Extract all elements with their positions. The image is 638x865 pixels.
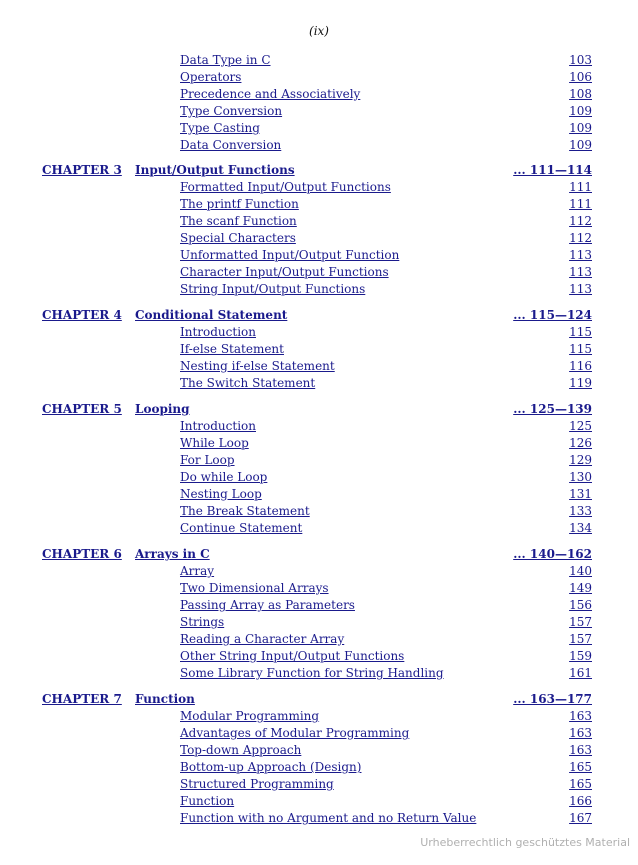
toc-entry-page[interactable]: 112: [569, 231, 592, 245]
toc-entry[interactable]: [0, 52, 638, 69]
chapter-heading[interactable]: [0, 401, 638, 418]
toc-entry-title[interactable]: Data Type in C: [180, 53, 271, 67]
toc-entry-title[interactable]: The scanf Function: [180, 214, 297, 228]
toc-entry-title[interactable]: Other String Input/Output Functions: [180, 649, 405, 663]
toc-entry[interactable]: [0, 69, 638, 86]
chapter-heading[interactable]: [0, 162, 638, 179]
toc-entry[interactable]: [0, 196, 638, 213]
toc-entry-page[interactable]: 106: [569, 70, 592, 84]
toc-entry[interactable]: [0, 247, 638, 264]
chapter-title[interactable]: Function: [135, 692, 195, 706]
toc-entry-page[interactable]: 133: [569, 504, 592, 518]
chapter-page-range[interactable]: ... 163—177: [513, 692, 592, 706]
toc-entry[interactable]: [0, 86, 638, 103]
chapter-label[interactable]: CHAPTER 5: [42, 402, 122, 416]
toc-entry-page[interactable]: 111: [569, 197, 592, 211]
toc-entry[interactable]: [0, 179, 638, 196]
toc-entry-page[interactable]: 161: [569, 666, 592, 680]
toc-entry[interactable]: [0, 213, 638, 230]
chapter-label[interactable]: CHAPTER 4: [42, 308, 122, 322]
toc-entry-page[interactable]: 163: [569, 743, 592, 757]
toc-entry-title[interactable]: Unformatted Input/Output Function: [180, 248, 400, 262]
toc-entry-page[interactable]: 134: [569, 521, 592, 535]
toc-entry-title[interactable]: While Loop: [180, 436, 249, 450]
toc-entry-title[interactable]: Function with no Argument and no Return Value: [180, 811, 477, 825]
toc-entry-title[interactable]: Type Conversion: [180, 104, 283, 118]
toc-entry[interactable]: [0, 793, 638, 810]
toc-entry[interactable]: [0, 725, 638, 742]
toc-entry-page[interactable]: 165: [569, 777, 592, 791]
toc-entry-page[interactable]: 167: [569, 811, 592, 825]
toc-entry-title[interactable]: The Break Statement: [180, 504, 310, 518]
page-number: (ix): [309, 24, 329, 38]
toc-entry-title[interactable]: Two Dimensional Arrays: [180, 581, 329, 595]
toc-entry-title[interactable]: If-else Statement: [180, 342, 284, 356]
toc-entry-page[interactable]: 149: [569, 581, 592, 595]
table-of-contents: [0, 52, 638, 827]
toc-entry[interactable]: [0, 520, 638, 537]
toc-entry-title[interactable]: Modular Programming: [180, 709, 320, 723]
toc-entry-page[interactable]: 159: [569, 649, 592, 663]
toc-entry-page[interactable]: 126: [569, 436, 592, 450]
toc-entry-title[interactable]: Data Conversion: [180, 138, 282, 152]
toc-entry-title[interactable]: The Switch Statement: [180, 376, 316, 390]
chapter-heading[interactable]: [0, 691, 638, 708]
toc-entry-title[interactable]: Introduction: [180, 419, 256, 433]
chapter-label[interactable]: CHAPTER 7: [42, 692, 122, 706]
chapter-heading[interactable]: [0, 546, 638, 563]
toc-entry-page[interactable]: 113: [569, 265, 592, 279]
toc-entry-title[interactable]: Character Input/Output Functions: [180, 265, 389, 279]
chapter-title[interactable]: Looping: [135, 402, 190, 416]
chapter-title[interactable]: Conditional Statement: [135, 308, 288, 322]
toc-entry-page[interactable]: 131: [569, 487, 592, 501]
toc-entry[interactable]: [0, 264, 638, 281]
toc-entry[interactable]: [0, 648, 638, 665]
toc-entry-page[interactable]: 166: [569, 794, 592, 808]
toc-entry-title[interactable]: For Loop: [180, 453, 235, 467]
toc-entry[interactable]: [0, 358, 638, 375]
toc-entry[interactable]: [0, 759, 638, 776]
toc-entry[interactable]: [0, 418, 638, 435]
toc-entry[interactable]: [0, 137, 638, 154]
toc-entry-title[interactable]: Nesting if-else Statement: [180, 359, 335, 373]
chapter-page-range[interactable]: ... 111—114: [513, 163, 592, 177]
toc-entry[interactable]: [0, 503, 638, 520]
chapter-heading[interactable]: [0, 307, 638, 324]
toc-entry[interactable]: [0, 469, 638, 486]
toc-entry-title[interactable]: Bottom-up Approach (Design): [180, 760, 362, 774]
toc-entry-page[interactable]: 165: [569, 760, 592, 774]
toc-entry-title[interactable]: Top-down Approach: [180, 743, 302, 757]
toc-entry-page[interactable]: 157: [569, 632, 592, 646]
toc-entry-title[interactable]: Reading a Character Array: [180, 632, 345, 646]
toc-entry-title[interactable]: The printf Function: [180, 197, 299, 211]
chapter-label[interactable]: CHAPTER 6: [42, 547, 122, 561]
toc-entry[interactable]: [0, 665, 638, 682]
toc-entry-title[interactable]: String Input/Output Functions: [180, 282, 366, 296]
toc-entry-title[interactable]: Type Casting: [180, 121, 260, 135]
chapter-title[interactable]: Input/Output Functions: [135, 163, 295, 177]
chapter-page-range[interactable]: ... 115—124: [513, 308, 592, 322]
toc-entry-page[interactable]: 140: [569, 564, 592, 578]
toc-entry-title[interactable]: Structured Programming: [180, 777, 334, 791]
toc-entry[interactable]: [0, 614, 638, 631]
toc-entry-page[interactable]: 113: [569, 282, 592, 296]
toc-entry-page[interactable]: 113: [569, 248, 592, 262]
toc-entry-title[interactable]: Advantages of Modular Programming: [180, 726, 410, 740]
toc-entry-title[interactable]: Strings: [180, 615, 225, 629]
toc-entry-page[interactable]: 163: [569, 726, 592, 740]
toc-entry-title[interactable]: Passing Array as Parameters: [180, 598, 355, 612]
toc-entry-page[interactable]: 125: [569, 419, 592, 433]
toc-entry[interactable]: [0, 120, 638, 137]
toc-entry-title[interactable]: Special Characters: [180, 231, 296, 245]
toc-entry[interactable]: [0, 230, 638, 247]
toc-entry-page[interactable]: 119: [569, 376, 592, 390]
toc-entry[interactable]: [0, 435, 638, 452]
toc-entry-title[interactable]: Operators: [180, 70, 242, 84]
toc-entry-page[interactable]: 111: [569, 180, 592, 194]
toc-entry-page[interactable]: 109: [569, 104, 592, 118]
toc-entry-page[interactable]: 115: [569, 342, 592, 356]
toc-entry-page[interactable]: 103: [569, 53, 592, 67]
toc-entry[interactable]: [0, 563, 638, 580]
toc-entry-title[interactable]: Formatted Input/Output Functions: [180, 180, 391, 194]
toc-entry-page[interactable]: 115: [569, 325, 592, 339]
toc-entry[interactable]: [0, 597, 638, 614]
toc-entry[interactable]: [0, 742, 638, 759]
chapter-page-range[interactable]: ... 125—139: [513, 402, 592, 416]
toc-entry-title[interactable]: Continue Statement: [180, 521, 303, 535]
toc-entry-title[interactable]: Some Library Function for String Handling: [180, 666, 444, 680]
chapter-page-range[interactable]: ... 140—162: [513, 547, 592, 561]
toc-entry-page[interactable]: 109: [569, 138, 592, 152]
toc-entry-page[interactable]: 112: [569, 214, 592, 228]
toc-entry-page[interactable]: 116: [569, 359, 592, 373]
toc-entry-page[interactable]: 157: [569, 615, 592, 629]
watermark: Urheberrechtlich geschütztes Material: [420, 836, 630, 849]
toc-entry[interactable]: [0, 452, 638, 469]
toc-entry[interactable]: [0, 281, 638, 298]
toc-entry-title[interactable]: Function: [180, 794, 235, 808]
toc-entry-title[interactable]: Array: [180, 564, 215, 578]
toc-entry-page[interactable]: 156: [569, 598, 592, 612]
toc-entry-page[interactable]: 163: [569, 709, 592, 723]
toc-entry[interactable]: [0, 631, 638, 648]
toc-entry-title[interactable]: Precedence and Associatively: [180, 87, 361, 101]
toc-entry-title[interactable]: Nesting Loop: [180, 487, 262, 501]
toc-entry-title[interactable]: Introduction: [180, 325, 256, 339]
toc-entry-page[interactable]: 130: [569, 470, 592, 484]
toc-entry[interactable]: [0, 776, 638, 793]
toc-entry[interactable]: [0, 103, 638, 120]
toc-entry[interactable]: [0, 708, 638, 725]
toc-entry[interactable]: [0, 810, 638, 827]
toc-entry[interactable]: [0, 324, 638, 341]
toc-entry[interactable]: [0, 486, 638, 503]
chapter-title[interactable]: Arrays in C: [135, 547, 210, 561]
toc-entry-title[interactable]: Do while Loop: [180, 470, 268, 484]
toc-entry-page[interactable]: 129: [569, 453, 592, 467]
toc-entry[interactable]: [0, 580, 638, 597]
toc-entry[interactable]: [0, 341, 638, 358]
chapter-label[interactable]: CHAPTER 3: [42, 163, 122, 177]
toc-entry-page[interactable]: 109: [569, 121, 592, 135]
toc-entry-page[interactable]: 108: [569, 87, 592, 101]
toc-entry[interactable]: [0, 375, 638, 392]
